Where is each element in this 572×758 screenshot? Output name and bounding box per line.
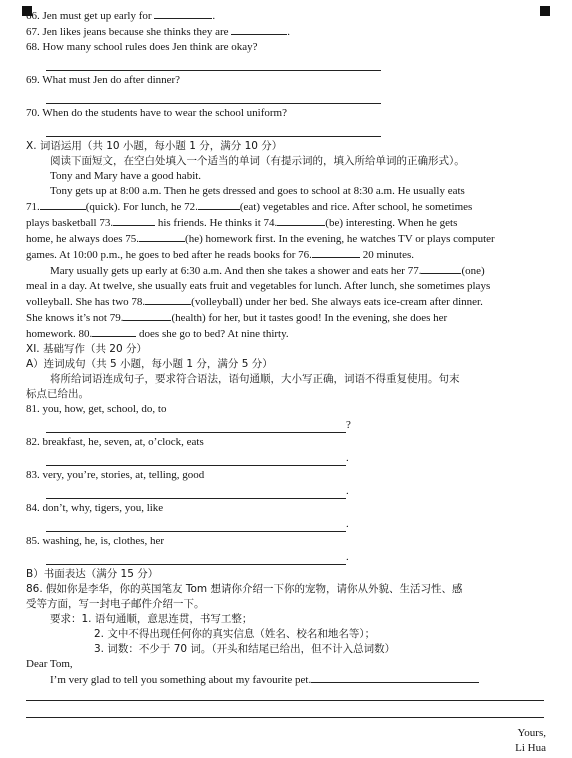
question-70: 70. When do the students have to wear the school uniform? [26, 107, 287, 119]
answer-blank-78[interactable] [145, 294, 191, 305]
answer-line-82[interactable] [46, 457, 346, 466]
answer-line-81[interactable] [46, 424, 346, 433]
question-68: 68. How many school rules does Jen think are okay? [26, 41, 258, 53]
signature: Li Hua [515, 742, 546, 754]
answer-blank-77[interactable] [421, 263, 461, 274]
section-x-title: X. 词语运用（共 10 小题，每小题 1 分，满分 10 分） [26, 140, 283, 152]
section-xi-title: XI. 基础写作（共 20 分） [26, 343, 148, 355]
passage-line: volleyball. She has two 78. (volleyball) under her bed. She always eats ice-cream after dinner. [26, 296, 483, 308]
part-a-instruction: 标点已给出。 [26, 388, 89, 400]
question-86: 86. 假如你是李华，你的英国笔友 Tom 想请你介绍一下你的宠物，请你从外貌、生活习性、感 [26, 583, 463, 595]
part-b-title: B）书面表达（满分 15 分） [26, 568, 159, 580]
answer-line-70[interactable] [46, 128, 381, 137]
answer-blank-76[interactable] [312, 247, 360, 258]
exam-page [26, 8, 550, 756]
question-69: 69. What must Jen do after dinner? [26, 74, 181, 86]
answer-line-68[interactable] [46, 62, 381, 71]
answer-line-84[interactable] [46, 523, 346, 532]
answer-blank-71[interactable] [40, 199, 86, 210]
question-86-cont: 受等方面，写一封电子邮件介绍一下。 [26, 598, 205, 610]
answer-line-69[interactable] [46, 95, 381, 104]
salutation: Dear Tom, [26, 658, 73, 670]
letter-opening: I’m very glad to tell you something about my favourite pet. [26, 672, 550, 688]
writing-line[interactable] [311, 672, 479, 683]
question-85: 85. washing, he, is, clothes, her . [26, 535, 349, 563]
passage-line: Tony gets up at 8:00 a.m. Then he gets dressed and goes to school at 8:30 a.m. He usually eats [50, 185, 465, 197]
passage-line: plays basketball 73. his friends. He thinks it 74. (be) interesting. When he gets [26, 217, 458, 229]
answer-blank-73[interactable] [113, 215, 155, 226]
passage-line: She knows it’s not 79. (health) for her, but it tastes good! In the evening, she does her [26, 312, 448, 324]
answer-blank-75[interactable] [139, 231, 185, 242]
answer-blank-66[interactable] [154, 8, 212, 19]
answer-blank-67[interactable] [231, 24, 287, 35]
writing-line[interactable] [26, 701, 544, 718]
question-83: 83. very, you’re, stories, at, telling, good . [26, 469, 349, 497]
section-x-instruction: 阅读下面短文，在空白处填入一个适当的单词（有提示词的，填入所给单词的正确形式）。 [50, 155, 465, 167]
requirements: 要求：1. 语句通顺，意思连贯，书写工整； 2. 文中不得出现任何你的真实信息（姓名、校名和地名等）； 3. 词数：不少于 70 词。（开头和结尾已给出，但不计入总词数） [50, 613, 396, 655]
passage-line: meal in a day. At twelve, she usually eats fruit and vegetables for lunch. After lunch, she sometimes plays [26, 280, 491, 292]
passage-line: Mary usually gets up early at 6:30 a.m. And then she takes a shower and eats her 77. (one) [50, 265, 485, 277]
passage-line: home, he always does 75. (he) homework first. In the evening, he watches TV or plays computer [26, 233, 495, 245]
answer-line-85[interactable] [46, 556, 346, 565]
passage-line: homework. 80. does she go to bed? At nine thirty. [26, 328, 289, 340]
part-a-instruction: 将所给词语连成句子，要求符合语法，语句通顺，大小写正确，词语不得重复使用。句末 [50, 373, 460, 385]
answer-line-83[interactable] [46, 490, 346, 499]
question-81: 81. you, how, get, school, do, to ? [26, 403, 351, 431]
part-a-title: A）连词成句（共 5 小题，每小题 1 分，满分 5 分） [26, 358, 273, 370]
question-66: 66. Jen must get up early for . [26, 10, 216, 22]
passage-heading: Tony and Mary have a good habit. [50, 170, 202, 182]
passage-line: 71. (quick). For lunch, he 72. (eat) vegetables and rice. After school, he sometimes [26, 201, 473, 213]
answer-blank-72[interactable] [198, 199, 240, 210]
question-67: 67. Jen likes jeans because she thinks they are . [26, 26, 291, 38]
question-82: 82. breakfast, he, seven, at, o’clock, eats . [26, 436, 349, 464]
closing: Yours, [517, 727, 546, 739]
answer-blank-80[interactable] [92, 326, 136, 337]
answer-blank-74[interactable] [277, 215, 325, 226]
passage-line: games. At 10:00 p.m., he goes to bed after he reads books for 76. 20 minutes. [26, 249, 415, 261]
question-84: 84. don’t, why, tigers, you, like . [26, 502, 349, 530]
writing-line[interactable] [26, 688, 544, 701]
answer-blank-79[interactable] [123, 310, 171, 321]
